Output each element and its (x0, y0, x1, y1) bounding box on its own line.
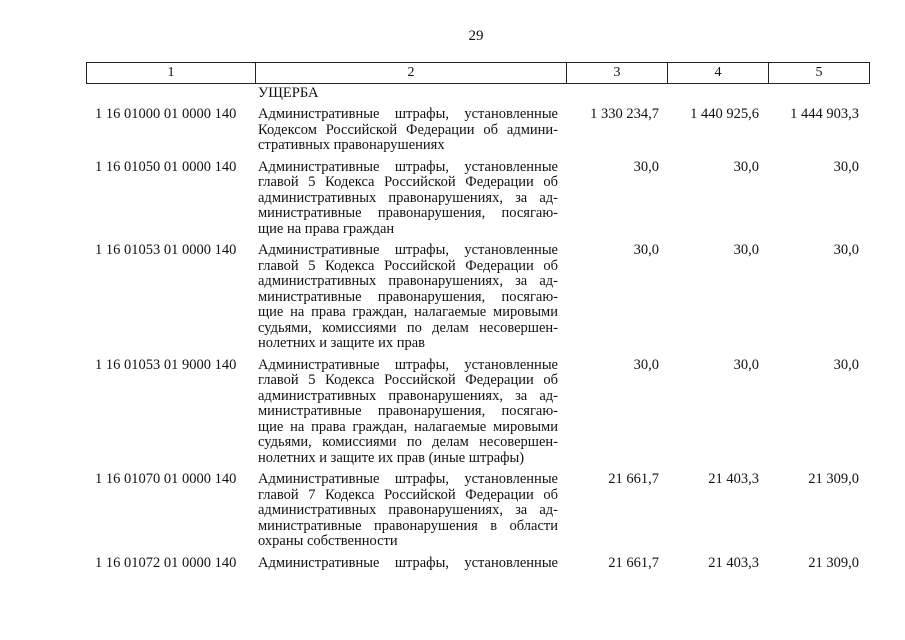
row-description-line: щие на права граждан (258, 220, 395, 237)
column-header-5: 5 (769, 63, 870, 84)
column-header-table (86, 62, 870, 84)
row-value-v3: 30,0 (633, 356, 659, 373)
table-row (86, 160, 864, 238)
row-code: 1 16 01070 01 0000 140 (95, 471, 237, 487)
row-description-line: охраны собственности (258, 533, 398, 549)
row-description-line: министративные правонарушения, посягаю- (258, 205, 558, 221)
row-value-v4: 30,0 (733, 356, 759, 373)
row-code: 1 16 01053 01 0000 140 (95, 242, 237, 258)
row-description-line: главой 5 Кодекса Российской Федерации об (258, 174, 558, 190)
row-code: 1 16 01000 01 0000 140 (95, 106, 237, 122)
row-description-line: Административные штрафы, установленные (258, 242, 558, 258)
continued-text: УЩЕРБА (258, 85, 319, 101)
row-description-line: главой 5 Кодекса Российской Федерации об (258, 372, 558, 388)
row-code: 1 16 01072 01 0000 140 (95, 554, 237, 571)
row-description-line: судьями, комиссиями по делам несовершен- (258, 434, 558, 450)
row-description-line: щие на права граждан, налагаемые мировыми (258, 418, 558, 435)
row-code: 1 16 01053 01 9000 140 (95, 356, 237, 373)
row-value-v4: 1 440 925,6 (690, 106, 759, 122)
column-header-1: 1 (87, 63, 256, 84)
row-description-line: административных правонарушениях, за ад- (258, 502, 558, 518)
row-value-v5: 30,0 (833, 356, 859, 373)
row-description-line: Административные штрафы, установленные (258, 106, 558, 122)
row-description-line: Административные штрафы, установленные (258, 471, 558, 487)
table-row (86, 243, 864, 352)
row-description-line: стративных правонарушениях (258, 137, 445, 153)
row-value-v4: 30,0 (733, 242, 759, 258)
table-row (86, 107, 864, 154)
table-row (86, 472, 864, 550)
row-code: 1 16 01050 01 0000 140 (95, 158, 237, 175)
row-value-v3: 1 330 234,7 (590, 106, 659, 122)
row-description-line: административных правонарушениях, за ад- (258, 273, 558, 289)
row-description-line: судьями, комиссиями по делам несовершен- (258, 319, 558, 336)
table-row (86, 556, 864, 572)
row-value-v5: 30,0 (833, 242, 859, 258)
row-value-v5: 21 309,0 (808, 471, 859, 487)
row-value-v3: 21 661,7 (608, 471, 659, 487)
row-description-line: Административные штрафы, установленные (258, 356, 558, 373)
row-value-v4: 30,0 (733, 158, 759, 175)
row-description-line: Кодексом Российской Федерации об админи- (258, 121, 558, 138)
row-description-line: главой 7 Кодекса Российской Федерации об (258, 486, 558, 503)
row-value-v3: 30,0 (633, 242, 659, 258)
row-value-v4: 21 403,3 (708, 554, 759, 571)
row-value-v3: 21 661,7 (608, 554, 659, 571)
row-description-line: нолетних и защите их прав (258, 335, 426, 351)
column-header-4: 4 (668, 63, 769, 84)
row-description-line: министративные правонарушения, посягаю- (258, 288, 558, 305)
column-header-2: 2 (256, 63, 567, 84)
row-description (258, 160, 558, 238)
row-description-line: министративные правонарушения, посягаю- (258, 403, 558, 419)
row-description-line: Административные штрафы, установленные (258, 554, 558, 571)
column-header-row (87, 63, 870, 84)
row-description (258, 472, 558, 550)
row-description (258, 243, 558, 352)
row-description-line: административных правонарушениях, за ад- (258, 189, 558, 206)
row-value-v5: 21 309,0 (808, 554, 859, 571)
row-description-line: административных правонарушениях, за ад- (258, 387, 558, 404)
row-value-v5: 30,0 (833, 158, 859, 175)
page-number: 29 (468, 28, 484, 44)
row-description-line: главой 5 Кодекса Российской Федерации об (258, 257, 558, 274)
row-description (258, 107, 558, 154)
row-description (258, 358, 558, 467)
row-value-v5: 1 444 903,3 (790, 106, 859, 122)
row-value-v4: 21 403,3 (708, 471, 759, 487)
row-description (258, 556, 558, 572)
table-body (86, 85, 864, 571)
column-header-3: 3 (567, 63, 668, 84)
row-description-line: нолетних и защите их прав (иные штрафы) (258, 449, 525, 466)
row-description-line: щие на права граждан, налагаемые мировыми (258, 304, 558, 320)
row-value-v3: 30,0 (633, 158, 659, 175)
table-row (86, 358, 864, 467)
row-description-line: министративные правонарушения в области (258, 517, 558, 534)
row-description-line: Административные штрафы, установленные (258, 158, 558, 175)
